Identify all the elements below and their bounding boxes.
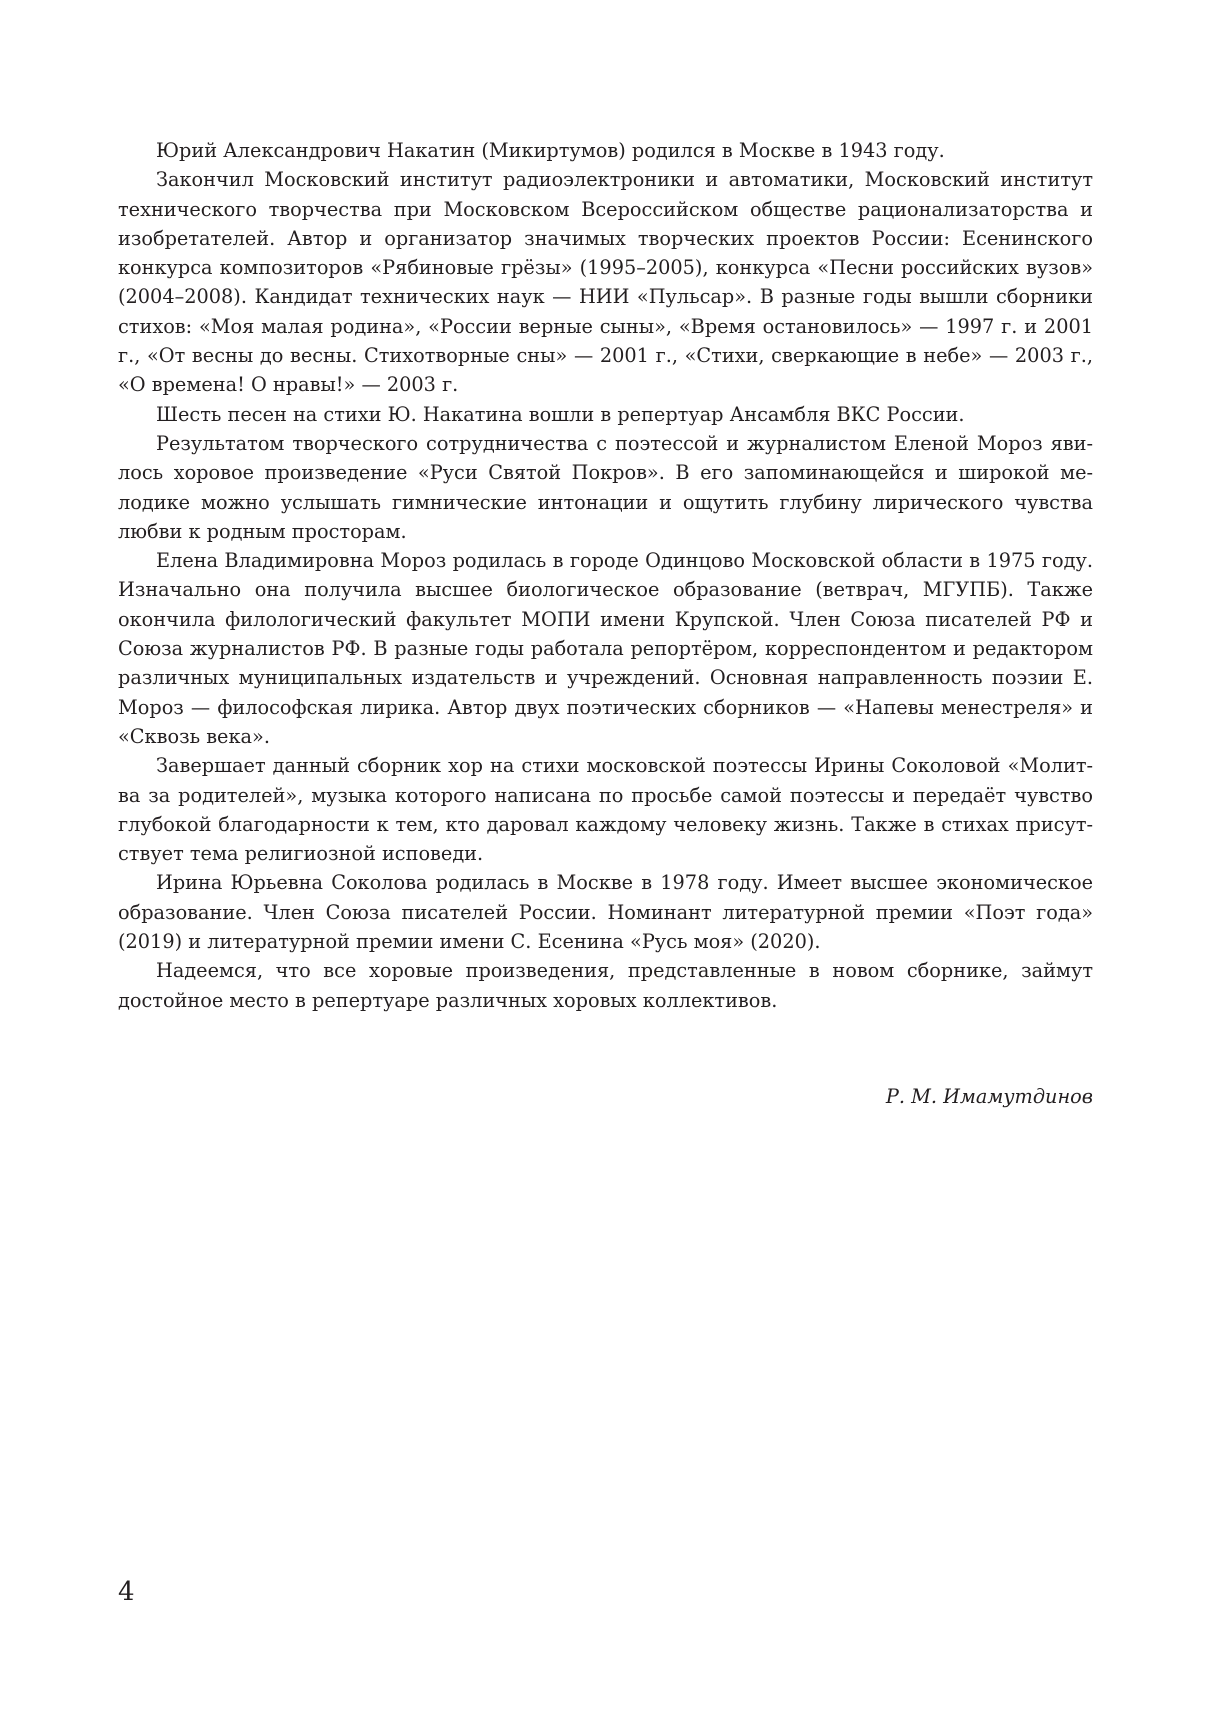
page-body: [118, 136, 1093, 1015]
paragraph-sokolova-biography: Ирина Юрьевна Соколова родилась в Москве в 1978 году. Имеет высшее экономическое образование. Член Союза писателей России. Номинант литературной премии «Поэт года» (2019) и литературной премии имени С. Есенина «Русь моя» (2020).: [118, 871, 1093, 954]
paragraph-rusi-svyatoy-pokrov: Результатом творческого сотрудничества с поэтессой и журналистом Еленой Мороз явилось хоровое произведение «Руси Святой Покров». В его запоминающейся и широкой мелодике можно услышать гимнические интонации и ощутить глубину лирического чувства любви к родным просторам.: [118, 431, 1093, 543]
paragraph-closing-wish: Надеемся, что все хоровые произведения, представленные в новом сборнике, займут достойное место в репертуаре различных хоровых коллективов.: [118, 959, 1093, 1012]
paragraph-moroz-biography: Елена Владимировна Мороз родилась в городе Одинцово Московской области в 1975 году. Изначально она получила высшее биологическое образование (ветврач, МГУПБ). Также окончила филологический факультет МОПИ имени Крупской. Член Союза писателей РФ и Союза журналистов РФ. В разные годы работала репортёром, корреспондентом и редактором различных муниципальных издательств и учреждений. Основная направленность поэзии Е. Мороз — философская лирика. Автор двух поэтических сборников — «Напевы менестреля» и «Сквозь века».: [118, 549, 1093, 748]
paragraph-prayer-for-parents: Завершает данный сборник хор на стихи московской поэтессы Ирины Соколовой «Молитва за родителей», музыка которого написана по просьбе самой поэтессы и передаёт чувство глубокой благодарности к тем, кто даровал каждому человеку жизнь. Также в стихах присутствует тема религиозной исповеди.: [118, 754, 1093, 866]
page-number: 4: [118, 1577, 135, 1607]
paragraph-nakatin-biography: Закончил Московский институт радиоэлектроники и автоматики, Московский институт технического творчества при Московском Всероссийском обществе рационализаторства и изобретателей. Автор и организатор значимых творческих проектов России: Есенинского конкурса композиторов «Рябиновые грёзы» (1995–2005), конкурса «Песни российских вузов» (2004–2008). Кандидат технических наук — НИИ «Пульсар». В разные годы вышли сборники стихов: «Моя малая родина», «России верные сыны», «Время остановилось» — 1997 г. и 2001 г., «От весны до весны. Стихотворные сны» — 2001 г., «Стихи, сверкающие в небе» — 2003 г., «О времена! О нравы!» — 2003 г.: [118, 168, 1093, 397]
author-signature: Р. М. Имамутдинов: [885, 1085, 1093, 1108]
paragraph-vks-ensemble: Шесть песен на стихи Ю. Накатина вошли в репертуар Ансамбля ВКС России.: [156, 402, 965, 426]
paragraph-nakatin-birth: Юрий Александрович Накатин (Микиртумов) родился в Москве в 1943 году.: [156, 139, 945, 162]
